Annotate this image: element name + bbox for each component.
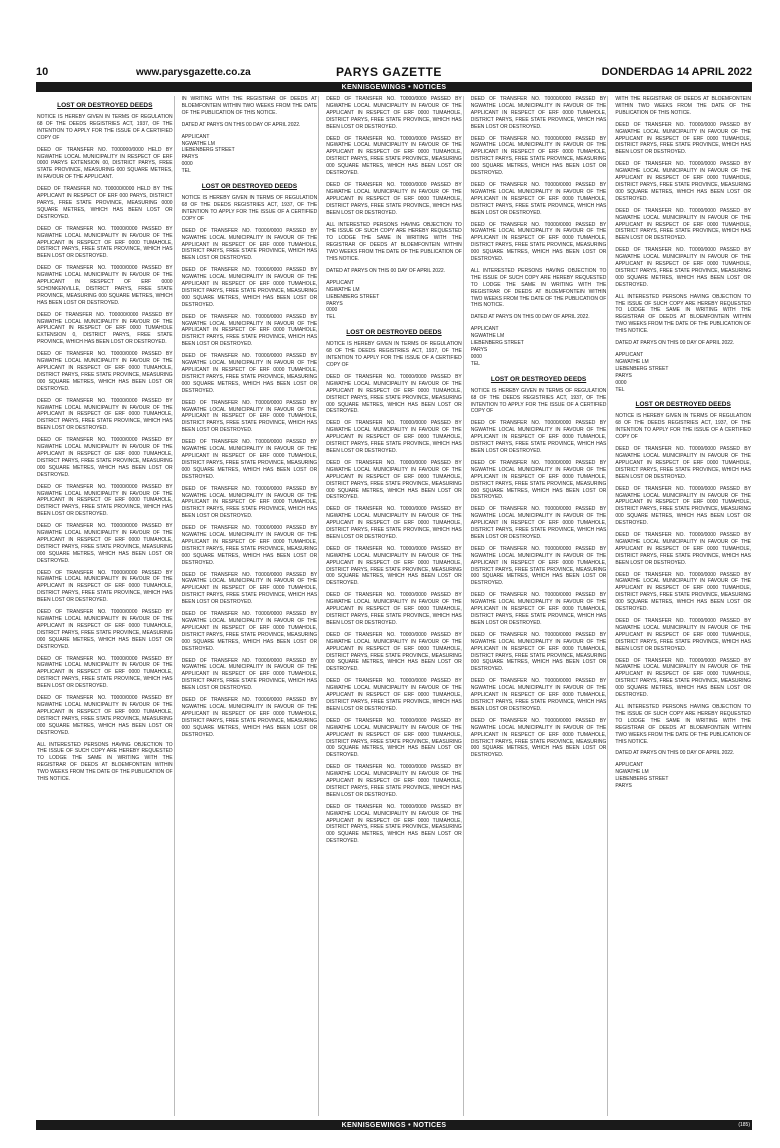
page-reference: (185) (738, 1122, 750, 1128)
signature-block (326, 280, 462, 321)
notice-paragraph: DEED OF TRANSFER NO. T0000/0000 PASSED BY NGWATHE LOCAL MUNICIPALITY IN FAVOUR OF THE APPLICANT IN RESPECT OF ERF 0000 TUMAHOLE, DISTRICT PARYS, FREE STATE PROVINCE, MEASURING 000 SQUARE METRES, WHICH HAS BEEN LOST OR DESTROYED. (37, 695, 173, 736)
signature-line: LIEBENBERG STREET (615, 776, 669, 783)
page-header (36, 64, 752, 80)
signature-line: PARYS (615, 372, 632, 379)
notice-paragraph: NOTICE IS HEREBY GIVEN IN TERMS OF REGULATION 68 OF THE DEEDS REGISTRIES ACT, 1937, OF THE INTENTION TO APPLY FOR THE ISSUE OF A CERTIFIED COPY OF (615, 413, 751, 441)
notice-paragraph: DEED OF TRANSFER NO. T0000/0000 PASSED BY NGWATHE LOCAL MUNICIPALITY IN FAVOUR OF THE APPLICANT IN RESPECT OF ERF 0000 TUMAHOLE, DISTRICT PARYS, FREE STATE PROVINCE, MEASURING 000 SQUARE METRES, WHICH HAS BEEN LOST OR DESTROYED. (470, 221, 607, 263)
notice-paragraph: DEED OF TRANSFER NO. T0000/0000 PASSED BY NGWATHE LOCAL MUNICIPALITY IN FAVOUR OF THE APPLICANT IN RESPECT OF ERF 0000 TUMAHOLE, DISTRICT PARYS, FREE STATE PROVINCE, WHICH HAS BEEN LOST OR DESTROYED. (181, 657, 318, 692)
notice-paragraph: NOTICE IS HEREBY GIVEN IN TERMS OF REGULATION 68 OF THE DEEDS REGISTRIES ACT, 1937, OF THE INTENTION TO APPLY FOR THE ISSUE OF A CERTIFIED COPY OF (326, 341, 462, 368)
signature-line: 0000 (181, 161, 193, 168)
notice-paragraph: DEED OF TRANSFER NO. T0000/0000 PASSED BY NGWATHE LOCAL MUNICIPALITY IN FAVOUR OF THE APPLICANT IN RESPECT OF ERF 0000 TUMAHOLE, DISTRICT PARYS, FREE STATE PROVINCE, MEASURING 000 SQUARE METRES, WHICH HAS BEEN LOST OR DESTROYED. (326, 135, 462, 177)
signature-line: NGWATHE LM (615, 358, 649, 365)
signature-line: 0000 (326, 307, 338, 314)
notice-paragraph: DEED OF TRANSFER NO. T0000/0000 PASSED BY NGWATHE LOCAL MUNICIPALITY IN FAVOUR OF THE APPLICANT IN RESPECT OF ERF 0000 TUMAHOLE, DISTRICT PARYS, FREE STATE PROVINCE, WHICH HAS BEEN LOST OR DESTROYED. (37, 397, 173, 432)
notice-paragraph: DEED OF TRANSFER NO. T0000/0000 PASSED BY NGWATHE LOCAL MUNICIPALITY IN FAVOUR OF THE APPLICANT IN RESPECT OF ERF 0000 TUMAHOLE, DISTRICT PARYS, FREE STATE PROVINCE, WHICH HAS BEEN LOST OR DESTROYED. (470, 506, 607, 540)
notice-paragraph: DEED OF TRANSFER NO. T0000/0000 PASSED BY NGWATHE LOCAL MUNICIPALITY IN FAVOUR OF THE APPLICANT IN RESPECT OF ERF 0000 TUMAHOLE, DISTRICT PARYS, FREE STATE PROVINCE, MEASURING 000 SQUARE METRES, WHICH HAS BEEN LOST OR DESTROYED. (181, 267, 318, 308)
signature-line: PARYS (181, 154, 199, 161)
signature-line: APPLICANT (181, 133, 210, 140)
notice-paragraph: DEED OF TRANSFER NO. T00000/0000 PASSED BY NGWATHE LOCAL MUNICIPALITY IN FAVOUR OF THE APPLICANT IN RESPECT OF ERF 0000 TUMAHOLE EXTENSION 0, DISTRICT PARYS, FREE STATE PROVINCE, WHICH HAS BEEN LOST OR DESTROYED. (37, 311, 173, 346)
signature-line: APPLICANT (615, 762, 644, 769)
notice-paragraph: ALL INTERESTED PERSONS HAVING OBJECTION TO THE ISSUE OF SUCH COPY ARE HEREBY REQUESTED TO LODGE THE SAME IN WRITING WITH THE REGISTRAR OF DEEDS AT BLOEMFONTEIN WITHIN TWO WEEKS FROM THE DATE OF THE PUBLICATION OF THIS NOTICE. (615, 293, 751, 335)
signature-line: NGWATHE LM (470, 333, 505, 340)
notice-paragraph: DEED OF TRANSFER NO. T0000/0000 PASSED BY NGWATHE LOCAL MUNICIPALITY IN FAVOUR OF THE APPLICANT IN RESPECT OF ERF 0000 TUMAHOLE, DISTRICT PARYS, FREE STATE PROVINCE, MEASURING 000 SQUARE METRES, WHICH HAS BEEN LOST OR DESTROYED. (326, 717, 462, 759)
paper-name: PARYS GAZETTE (336, 65, 442, 79)
signature-line: 0000 (615, 379, 627, 386)
signature-block (471, 326, 607, 367)
notice-paragraph: ALL INTERESTED PERSONS HAVING OBJECTION TO THE ISSUE OF SUCH COPY ARE HEREBY REQUESTED TO LODGE THE SAME IN WRITING WITH THE REGISTRAR OF DEEDS AT BLOEMFONTEIN WITHIN TWO WEEKS FROM THE DATE OF THE PUBLICATION OF THIS NOTICE. (470, 267, 607, 309)
notice-paragraph: NOTICE IS HEREBY GIVEN IN TERMS OF REGULATION 68 OF THE DEEDS REGISTRIES ACT, 1937, OF THE INTENTION TO APPLY FOR THE ISSUE OF A CERTIFIED COPY OF (470, 387, 607, 415)
notice-column (614, 96, 752, 1116)
notice-paragraph: DEED OF TRANSFER NO. T0000/0000 PASSED BY NGWATHE LOCAL MUNICIPALITY IN FAVOUR OF THE APPLICANT IN RESPECT OF ERF 0000 TUMAHOLE, DISTRICT PARYS, FREE STATE PROVINCE, MEASURING 000 SQUARE METRES, WHICH HAS BEEN LOST OR DESTROYED. (181, 525, 318, 566)
notice-paragraph: DEED OF TRANSFER NO. T0000/0000 PASSED BY NGWATHE LOCAL MUNICIPALITY IN FAVOUR OF THE APPLICANT IN RESPECT OF ERF 0000 TUMAHOLE, DISTRICT PARYS, FREE STATE PROVINCE, WHICH HAS BEEN LOST OR DESTROYED. (326, 764, 462, 798)
notice-paragraph: DEED OF TRANSFER NO. T0000/0000 PASSED BY NGWATHE LOCAL MUNICIPALITY IN FAVOUR OF THE APPLICANT IN RESPECT OF ERF 0000 TUMAHOLE, DISTRICT PARYS, FREE STATE PROVINCE, MEASURING 000 SQUARE METRES, WHICH HAS BEEN LOST OR DESTROYED. (326, 459, 462, 501)
notice-paragraph: ALL INTERESTED PERSONS HAVING OBJECTION TO THE ISSUE OF SUCH COPY ARE HEREBY REQUESTED TO LODGE THE SAME IN WRITING WITH THE REGISTRAR OF DEEDS AT BLOEMFONTEIN WITHIN TWO WEEKS FROM THE DATE OF THE PUBLICATION OF THIS NOTICE. (326, 221, 462, 263)
notice-paragraph: DEED OF TRANSFER NO. T0000/0000 PASSED BY NGWATHE LOCAL MUNICIPALITY IN FAVOUR OF THE APPLICANT IN RESPECT OF ERF 0000 SCHONKENVILLE, DISTRICT PARYS, FREE STATE PROVINCE, MEASURING 000 SQUARE METRES, WHICH HAS BEEN LOST OR DESTROYED. (37, 265, 173, 306)
signature-line: APPLICANT (326, 279, 354, 286)
notice-paragraph: DEED OF TRANSFER NO. T0000/0000 PASSED BY NGWATHE LOCAL MUNICIPALITY IN FAVOUR OF THE APPLICANT IN RESPECT OF ERF 0000 TUMAHOLE, DISTRICT PARYS, FREE STATE PROVINCE, MEASURING 000 SQUARE METRES, WHICH HAS BEEN LOST OR DESTROYED. (326, 631, 462, 673)
signature-line: APPLICANT (470, 326, 499, 333)
notice-paragraph: DEED OF TRANSFER NO. T0000/0000 PASSED BY NGWATHE LOCAL MUNICIPALITY IN FAVOUR OF THE APPLICANT IN RESPECT OF ERF 0000 TUMAHOLE, DISTRICT PARYS, FREE STATE PROVINCE, MEASURING 000 SQUARE METRES, WHICH HAS BEEN LOST OR DESTROYED. (326, 373, 462, 415)
notice-paragraph: DEED OF TRANSFER NO. T0000/0000 PASSED BY NGWATHE LOCAL MUNICIPALITY IN FAVOUR OF THE APPLICANT IN RESPECT OF ERF 0000 TUMAHOLE, DISTRICT PARYS, FREE STATE PROVINCE, MEASURING 000 SQUARE METRES, WHICH HAS BEEN LOST OR DESTROYED. (181, 439, 318, 480)
notice-paragraph: DATED AT PARYS ON THIS 00 DAY OF APRIL 2022. (615, 340, 735, 347)
notice-paragraph: NOTICE IS HEREBY GIVEN IN TERMS OF REGULATION 68 OF THE DEEDS REGISTRIES ACT, 1937, OF THE INTENTION TO APPLY FOR THE ISSUE OF A CERTIFIED COPY OF (37, 114, 173, 141)
section-band-bottom: KENNISGEWINGS • NOTICES (36, 1120, 752, 1130)
notice-paragraph: DEED OF TRANSFER NO. T0000/0000 PASSED BY NGWATHE LOCAL MUNICIPALITY IN FAVOUR OF THE APPLICANT IN RESPECT OF ERF 0000 TUMAHOLE, DISTRICT PARYS, FREE STATE PROVINCE, WHICH HAS BEEN LOST OR DESTROYED. (615, 532, 751, 566)
signature-line: LIEBENBERG STREET (470, 340, 524, 347)
notice-paragraph: DEED OF TRANSFER NO. T0000/0000 PASSED BY NGWATHE LOCAL MUNICIPALITY IN FAVOUR OF THE APPLICANT IN RESPECT OF ERF 0000 TUMAHOLE, DISTRICT PARYS, FREE STATE PROVINCE, MEASURING 000 SQUARE METRES, WHICH HAS BEEN LOST OR DESTROYED. (37, 351, 173, 392)
notice-paragraph: DEED OF TRANSFER NO. T0000/0000 PASSED BY NGWATHE LOCAL MUNICIPALITY IN FAVOUR OF THE APPLICANT IN RESPECT OF ERF 0000 TUMAHOLE, DISTRICT PARYS, FREE STATE PROVINCE, MEASURING 000 SQUARE METRES, WHICH HAS BEEN LOST OR DESTROYED. (37, 437, 173, 478)
notice-paragraph: DEED OF TRANSFER NO. T0000/0000 PASSED BY NGWATHE LOCAL MUNICIPALITY IN FAVOUR OF THE APPLICANT IN RESPECT OF ERF 0000 TUMAHOLE, DISTRICT PARYS, FREE STATE PROVINCE, WHICH HAS BEEN LOST OR DESTROYED. (181, 399, 318, 434)
notice-paragraph: DEED OF TRANSFER NO. T0000/0000 PASSED BY NGWATHE LOCAL MUNICIPALITY IN FAVOUR OF THE APPLICANT IN RESPECT OF ERF 0000 TUMAHOLE, DISTRICT PARYS, FREE STATE PROVINCE, WHICH HAS BEEN LOST OR DESTROYED. (470, 96, 607, 130)
signature-line: TEL (470, 360, 480, 367)
notice-paragraph: DEED OF TRANSFER NO. T0000/0000 PASSED BY NGWATHE LOCAL MUNICIPALITY IN FAVOUR OF THE APPLICANT IN RESPECT OF ERF 0000 TUMAHOLE, DISTRICT PARYS, FREE STATE PROVINCE, MEASURING 000 SQUARE METRES, WHICH HAS BEEN LOST OR DESTROYED. (615, 161, 751, 202)
notice-paragraph: ALL INTERESTED PERSONS HAVING OBJECTION TO THE ISSUE OF SUCH COPY ARE HEREBY REQUESTED TO LODGE THE SAME IN WRITING WITH THE REGISTRAR OF DEEDS AT BLOEMFONTEIN WITHIN TWO WEEKS FROM THE DATE OF THE PUBLICATION OF THIS NOTICE. (37, 741, 173, 783)
notice-column (470, 96, 609, 1116)
notice-paragraph: DEED OF TRANSFER NO. T0000/0000 PASSED BY NGWATHE LOCAL MUNICIPALITY IN FAVOUR OF THE APPLICANT IN RESPECT OF ERF 0000 TUMAHOLE, DISTRICT PARYS, FREE STATE PROVINCE, MEASURING 000 SQUARE METRES, WHICH HAS BEEN LOST OR DESTROYED. (615, 571, 751, 613)
notice-paragraph: DEED OF TRANSFER NO. T0000/0000 PASSED BY NGWATHE LOCAL MUNICIPALITY IN FAVOUR OF THE APPLICANT IN RESPECT OF ERF 0000 TUMAHOLE, DISTRICT PARYS, FREE STATE PROVINCE, WHICH HAS BEEN LOST OR DESTROYED. (181, 485, 318, 520)
notice-paragraph: DEED OF TRANSFER NO. T0000/0000 PASSED BY NGWATHE LOCAL MUNICIPALITY IN FAVOUR OF THE APPLICANT IN RESPECT OF ERF 0000 TUMAHOLE, DISTRICT PARYS, FREE STATE PROVINCE, WHICH HAS BEEN LOST OR DESTROYED. (326, 420, 462, 454)
signature-line: TEL (615, 386, 625, 393)
notice-paragraph: DEED OF TRANSFER NO. T0000/0000 PASSED BY NGWATHE LOCAL MUNICIPALITY IN FAVOUR OF THE APPLICANT IN RESPECT OF ERF 0000 TUMAHOLE, DISTRICT PARYS, FREE STATE PROVINCE, MEASURING 000 SQUARE METRES, WHICH HAS BEEN LOST OR DESTROYED. (326, 803, 462, 845)
signature-line: 0000 (470, 353, 482, 360)
notice-paragraph: DEED OF TRANSFER NO. T0000/0000 PASSED BY NGWATHE LOCAL MUNICIPALITY IN FAVOUR OF THE APPLICANT IN RESPECT OF ERF 0000 TUMAHOLE, DISTRICT PARYS, FREE STATE PROVINCE, MEASURING 000 SQUARE METRES, WHICH HAS BEEN LOST OR DESTROYED. (37, 523, 173, 564)
notice-paragraph: DEED OF TRANSFER NO. T0000/0000 PASSED BY NGWATHE LOCAL MUNICIPALITY IN FAVOUR OF THE APPLICANT IN RESPECT OF ERF 0000 TUMAHOLE, DISTRICT PARYS, FREE STATE PROVINCE, MEASURING 000 SQUARE METRES, WHICH HAS BEEN LOST OR DESTROYED. (470, 459, 607, 501)
notice-paragraph: DEED OF TRANSFER NO. T0000/0000 PASSED BY NGWATHE LOCAL MUNICIPALITY IN FAVOUR OF THE APPLICANT IN RESPECT OF ERF 0000 TUMAHOLE, DISTRICT PARYS, FREE STATE PROVINCE, MEASURING 000 SQUARE METRES, WHICH HAS BEEN LOST OR DESTROYED. (470, 717, 607, 759)
signature-line: PARYS (615, 783, 632, 790)
notice-column (36, 96, 175, 1116)
notice-paragraph: ALL INTERESTED PERSONS HAVING OBJECTION TO THE ISSUE OF SUCH COPY ARE HEREBY REQUESTED TO LODGE THE SAME IN WRITING WITH THE REGISTRAR OF DEEDS AT BLOEMFONTEIN WITHIN TWO WEEKS FROM THE DATE OF THE PUBLICATION OF THIS NOTICE. (615, 703, 751, 745)
notice-paragraph: DEED OF TRANSFER NO. T000000/0000 HELD BY NGWATHE LOCAL MUNICIPALITY IN RESPECT OF ERF 0000 PARYS EXTENSION 00, DISTRICT PARYS, FREE STATE PROVINCE, MEASURING 000 SQUARE METRES, IN FAVOUR OF THE APPLICANT. (37, 146, 173, 181)
notice-paragraph: DEED OF TRANSFER NO. T0000/0000 PASSED BY NGWATHE LOCAL MUNICIPALITY IN FAVOUR OF THE APPLICANT IN RESPECT OF ERF 0000 TUMAHOLE, DISTRICT PARYS, FREE STATE PROVINCE, MEASURING 000 SQUARE METRES, WHICH HAS BEEN LOST OR DESTROYED. (615, 485, 751, 527)
signature-block (615, 762, 751, 790)
notice-paragraph: DEED OF TRANSFER NO. T0000/0000 PASSED BY NGWATHE LOCAL MUNICIPALITY IN FAVOUR OF THE APPLICANT IN RESPECT OF ERF 0000 TUMAHOLE, DISTRICT PARYS, FREE STATE PROVINCE, WHICH HAS BEEN LOST OR DESTROYED. (470, 420, 607, 454)
notice-paragraph: DEED OF TRANSFER NO. T0000/0000 PASSED BY NGWATHE LOCAL MUNICIPALITY IN FAVOUR OF THE APPLICANT IN RESPECT OF ERF 0000 TUMAHOLE, DISTRICT PARYS, FREE STATE PROVINCE, MEASURING 000 SQUARE METRES, WHICH HAS BEEN LOST OR DESTROYED. (181, 353, 318, 394)
notice-paragraph: DEED OF TRANSFER NO. T0000/0000 PASSED BY NGWATHE LOCAL MUNICIPALITY IN FAVOUR OF THE APPLICANT IN RESPECT OF ERF 0000 TUMAHOLE, DISTRICT PARYS, FREE STATE PROVINCE, MEASURING 000 SQUARE METRES, WHICH HAS BEEN LOST OR DESTROYED. (470, 631, 607, 673)
notice-paragraph: DEED OF TRANSFER NO. T0000/0000 PASSED BY NGWATHE LOCAL MUNICIPALITY IN FAVOUR OF THE APPLICANT IN RESPECT OF ERF 0000 TUMAHOLE, DISTRICT PARYS, FREE STATE PROVINCE, WHICH HAS BEEN LOST OR DESTROYED. (615, 446, 751, 480)
notice-paragraph: DEED OF TRANSFER NO. T0000/0000 PASSED BY NGWATHE LOCAL MUNICIPALITY IN FAVOUR OF THE APPLICANT IN RESPECT OF ERF 0000 TUMAHOLE, DISTRICT PARYS, FREE STATE PROVINCE, MEASURING 000 SQUARE METRES, WHICH HAS BEEN LOST OR DESTROYED. (615, 657, 751, 699)
section-title: LOST OR DESTROYED DEEDS (201, 183, 298, 191)
notice-paragraph: DEED OF TRANSFER NO. T00000/0000 HELD BY THE APPLICANT IN RESPECT OF ERF 000 PARYS, DISTRICT PARYS, FREE STATE PROVINCE, MEASURING 0000 SQUARE METRES, WHICH HAS BEEN LOST OR DESTROYED. (37, 186, 173, 220)
signature-line: PARYS (326, 300, 343, 307)
signature-line: LIEBENBERG STREET (326, 293, 380, 300)
newspaper-page (36, 64, 752, 1132)
signature-line: APPLICANT (615, 352, 644, 358)
section-band-top: KENNISGEWINGS • NOTICES (36, 82, 752, 92)
signature-line: PARYS (470, 347, 488, 353)
notice-paragraph: DEED OF TRANSFER NO. T0000/0000 PASSED BY NGWATHE LOCAL MUNICIPALITY IN FAVOUR OF THE APPLICANT IN RESPECT OF ERF 0000 TUMAHOLE, DISTRICT PARYS, FREE STATE PROVINCE, WHICH HAS BEEN LOST OR DESTROYED. (615, 121, 751, 156)
signature-block (182, 134, 318, 175)
notice-paragraph: DEED OF TRANSFER NO. T0000/0000 PASSED BY NGWATHE LOCAL MUNICIPALITY IN FAVOUR OF THE APPLICANT IN RESPECT OF ERF 0000 TUMAHOLE, DISTRICT PARYS, FREE STATE PROVINCE, MEASURING 000 SQUARE METRES, WHICH HAS BEEN LOST OR DESTROYED. (470, 545, 607, 587)
notice-paragraph: DEED OF TRANSFER NO. T0000/0000 PASSED BY NGWATHE LOCAL MUNICIPALITY IN FAVOUR OF THE APPLICANT IN RESPECT OF ERF 0000 TUMAHOLE, DISTRICT PARYS, FREE STATE PROVINCE, WHICH HAS BEEN LOST OR DESTROYED. (470, 592, 607, 626)
notice-paragraph: DEED OF TRANSFER NO. T0000/0000 PASSED BY NGWATHE LOCAL MUNICIPALITY IN FAVOUR OF THE APPLICANT IN RESPECT OF ERF 0000 TUMAHOLE, DISTRICT PARYS, FREE STATE PROVINCE, MEASURING 000 SQUARE METRES, WHICH HAS BEEN LOST OR DESTROYED. (181, 611, 318, 652)
signature-line: LIEBENBERG STREET (615, 365, 669, 372)
notice-paragraph: DEED OF TRANSFER NO. T0000/0000 PASSED BY NGWATHE LOCAL MUNICIPALITY IN FAVOUR OF THE APPLICANT IN RESPECT OF ERF 0000 TUMAHOLE, DISTRICT PARYS, FREE STATE PROVINCE, WHICH HAS BEEN LOST OR DESTROYED. (326, 678, 462, 712)
notice-paragraph: DEED OF TRANSFER NO. T0000/0000 PASSED BY NGWATHE LOCAL MUNICIPALITY IN FAVOUR OF THE APPLICANT IN RESPECT OF ERF 0000 TUMAHOLE, DISTRICT PARYS, FREE STATE PROVINCE, MEASURING 000 SQUARE METRES, WHICH HAS BEEN LOST OR DESTROYED. (181, 697, 318, 738)
notice-paragraph: DATED AT PARYS ON THIS 00 DAY OF APRIL 2022. (470, 314, 590, 321)
section-title: LOST OR DESTROYED DEEDS (57, 102, 153, 109)
notice-paragraph: DEED OF TRANSFER NO. T0000/0000 PASSED BY NGWATHE LOCAL MUNICIPALITY IN FAVOUR OF THE APPLICANT IN RESPECT OF ERF 0000 TUMAHOLE, DISTRICT PARYS, FREE STATE PROVINCE, WHICH HAS BEEN LOST OR DESTROYED. (615, 207, 751, 242)
notice-paragraph: DEED OF TRANSFER NO. T0000/0000 PASSED BY NGWATHE LOCAL MUNICIPALITY IN FAVOUR OF THE APPLICANT IN RESPECT OF ERF 0000 TUMAHOLE, DISTRICT PARYS, FREE STATE PROVINCE, WHICH HAS BEEN LOST OR DESTROYED. (470, 678, 607, 712)
issue-date: DONDERDAG 14 APRIL 2022 (601, 66, 752, 78)
signature-line: NGWATHE LM (615, 769, 649, 776)
notice-paragraph: DEED OF TRANSFER NO. T0000/0000 PASSED BY NGWATHE LOCAL MUNICIPALITY IN FAVOUR OF THE APPLICANT IN RESPECT OF ERF 0000 TUMAHOLE, DISTRICT PARYS, FREE STATE PROVINCE, WHICH HAS BEEN LOST OR DESTROYED. (37, 655, 173, 690)
notice-paragraph: DATED AT PARYS ON THIS 00 DAY OF APRIL 2022. (181, 121, 301, 128)
notice-paragraph: DEED OF TRANSFER NO. T0000/0000 PASSED BY NGWATHE LOCAL MUNICIPALITY IN FAVOUR OF THE APPLICANT IN RESPECT OF ERF 0000 TUMAHOLE, DISTRICT PARYS, FREE STATE PROVINCE, MEASURING 000 SQUARE METRES, WHICH HAS BEEN LOST OR DESTROYED. (615, 247, 751, 288)
notice-paragraph: DEED OF TRANSFER NO. T0000/0000 PASSED BY NGWATHE LOCAL MUNICIPALITY IN FAVOUR OF THE APPLICANT IN RESPECT OF ERF 0000 TUMAHOLE, DISTRICT PARYS, FREE STATE PROVINCE, WHICH HAS BEEN LOST OR DESTROYED. (326, 96, 462, 130)
notice-paragraph: DEED OF TRANSFER NO. T0000/0000 PASSED BY NGWATHE LOCAL MUNICIPALITY IN FAVOUR OF THE APPLICANT IN RESPECT OF ERF 0000 TUMAHOLE, DISTRICT PARYS, FREE STATE PROVINCE, WHICH HAS BEEN LOST OR DESTROYED. (326, 506, 462, 540)
signature-line: LIEBENBERG STREET (181, 147, 235, 154)
section-title: LOST OR DESTROYED DEEDS (346, 329, 442, 337)
notice-paragraph: DEED OF TRANSFER NO. T0000/0000 PASSED BY NGWATHE LOCAL MUNICIPALITY IN FAVOUR OF THE APPLICANT IN RESPECT OF ERF 0000 TUMAHOLE, DISTRICT PARYS, FREE STATE PROVINCE, WHICH HAS BEEN LOST OR DESTROYED. (470, 181, 607, 216)
signature-line: TEL (181, 168, 191, 175)
notice-column (325, 96, 464, 1116)
notice-paragraph: DEED OF TRANSFER NO. T0000/0000 PASSED BY NGWATHE LOCAL MUNICIPALITY IN FAVOUR OF THE APPLICANT IN RESPECT OF ERF 0000 TUMAHOLE, DISTRICT PARYS, FREE STATE PROVINCE, WHICH HAS BEEN LOST OR DESTROYED. (181, 571, 318, 606)
notice-paragraph: DEED OF TRANSFER NO. T0000/0000 PASSED BY NGWATHE LOCAL MUNICIPALITY IN FAVOUR OF THE APPLICANT IN RESPECT OF ERF 0000 TUMAHOLE, DISTRICT PARYS, FREE STATE PROVINCE, WHICH HAS BEEN LOST OR DESTROYED. (326, 181, 462, 216)
notice-paragraph: DEED OF TRANSFER NO. T0000/0000 PASSED BY NGWATHE LOCAL MUNICIPALITY IN FAVOUR OF THE APPLICANT IN RESPECT OF ERF 0000 TUMAHOLE, DISTRICT PARYS, FREE STATE PROVINCE, WHICH HAS BEEN LOST OR DESTROYED. (615, 618, 751, 652)
page-number: 10 (36, 66, 49, 78)
notice-paragraph: DEED OF TRANSFER NO. T0000/0000 PASSED BY NGWATHE LOCAL MUNICIPALITY IN FAVOUR OF THE APPLICANT IN RESPECT OF ERF 0000 TUMAHOLE, DISTRICT PARYS, FREE STATE PROVINCE, WHICH HAS BEEN LOST OR DESTROYED. (37, 483, 173, 518)
notice-paragraph: DEED OF TRANSFER NO. T0000/0000 PASSED BY NGWATHE LOCAL MUNICIPALITY IN FAVOUR OF THE APPLICANT IN RESPECT OF ERF 0000 TUMAHOLE, DISTRICT PARYS, FREE STATE PROVINCE, WHICH HAS BEEN LOST OR DESTROYED. (326, 592, 462, 626)
notice-column (181, 96, 320, 1116)
notice-paragraph: DEED OF TRANSFER NO. T0000/0000 PASSED BY NGWATHE LOCAL MUNICIPALITY IN FAVOUR OF THE APPLICANT IN RESPECT OF ERF 0000 TUMAHOLE, DISTRICT PARYS, FREE STATE PROVINCE, WHICH HAS BEEN LOST OR DESTROYED. (181, 313, 318, 348)
notice-paragraph: DEED OF TRANSFER NO. T0000/0000 PASSED BY NGWATHE LOCAL MUNICIPALITY IN FAVOUR OF THE APPLICANT IN RESPECT OF ERF 0000 TUMAHOLE, DISTRICT PARYS, FREE STATE PROVINCE, WHICH HAS BEEN LOST OR DESTROYED. (37, 225, 173, 260)
section-title: LOST OR DESTROYED DEEDS (490, 375, 587, 383)
notice-paragraph: DATED AT PARYS ON THIS 00 DAY OF APRIL 2022. (615, 750, 735, 757)
notice-paragraph: DEED OF TRANSFER NO. T0000/0000 PASSED BY NGWATHE LOCAL MUNICIPALITY IN FAVOUR OF THE APPLICANT IN RESPECT OF ERF 0000 TUMAHOLE, DISTRICT PARYS, FREE STATE PROVINCE, WHICH HAS BEEN LOST OR DESTROYED. (181, 227, 318, 262)
notice-paragraph: IN WRITING WITH THE REGISTRAR OF DEEDS AT BLOEMFONTEIN WITHIN TWO WEEKS FROM THE DATE OF THE PUBLICATION OF THIS NOTICE. (181, 96, 318, 116)
notice-paragraph: DEED OF TRANSFER NO. T0000/0000 PASSED BY NGWATHE LOCAL MUNICIPALITY IN FAVOUR OF THE APPLICANT IN RESPECT OF ERF 0000 TUMAHOLE, DISTRICT PARYS, FREE STATE PROVINCE, MEASURING 000 SQUARE METRES, WHICH HAS BEEN LOST OR DESTROYED. (37, 609, 173, 650)
notice-columns (36, 96, 752, 1116)
notice-paragraph: NOTICE IS HEREBY GIVEN IN TERMS OF REGULATION 68 OF THE DEEDS REGISTRIES ACT, 1937, OF THE INTENTION TO APPLY FOR THE ISSUE OF A CERTIFIED COPY OF (181, 195, 318, 222)
notice-paragraph: DATED AT PARYS ON THIS 00 DAY OF APRIL 2022. (326, 267, 446, 274)
signature-line: NGWATHE LM (326, 286, 360, 293)
notice-paragraph: DEED OF TRANSFER NO. T0000/0000 PASSED BY NGWATHE LOCAL MUNICIPALITY IN FAVOUR OF THE APPLICANT IN RESPECT OF ERF 0000 TUMAHOLE, DISTRICT PARYS, FREE STATE PROVINCE, MEASURING 000 SQUARE METRES, WHICH HAS BEEN LOST OR DESTROYED. (326, 545, 462, 587)
section-title: LOST OR DESTROYED DEEDS (635, 401, 731, 409)
signature-block (615, 352, 751, 393)
site-url[interactable]: www.parysgazette.co.za (136, 66, 251, 78)
signature-line: NGWATHE LM (181, 140, 215, 147)
notice-paragraph: DEED OF TRANSFER NO. T0000/0000 PASSED BY NGWATHE LOCAL MUNICIPALITY IN FAVOUR OF THE APPLICANT IN RESPECT OF ERF 0000 TUMAHOLE, DISTRICT PARYS, FREE STATE PROVINCE, WHICH HAS BEEN LOST OR DESTROYED. (37, 569, 173, 604)
notice-paragraph: DEED OF TRANSFER NO. T0000/0000 PASSED BY NGWATHE LOCAL MUNICIPALITY IN FAVOUR OF THE APPLICANT IN RESPECT OF ERF 0000 TUMAHOLE, DISTRICT PARYS, FREE STATE PROVINCE, MEASURING 000 SQUARE METRES, WHICH HAS BEEN LOST OR DESTROYED. (470, 135, 607, 177)
signature-line: TEL (326, 314, 336, 321)
notice-paragraph: WITH THE REGISTRAR OF DEEDS AT BLOEMFONTEIN WITHIN TWO WEEKS FROM THE DATE OF THE PUBLICATION OF THIS NOTICE. (615, 96, 751, 116)
